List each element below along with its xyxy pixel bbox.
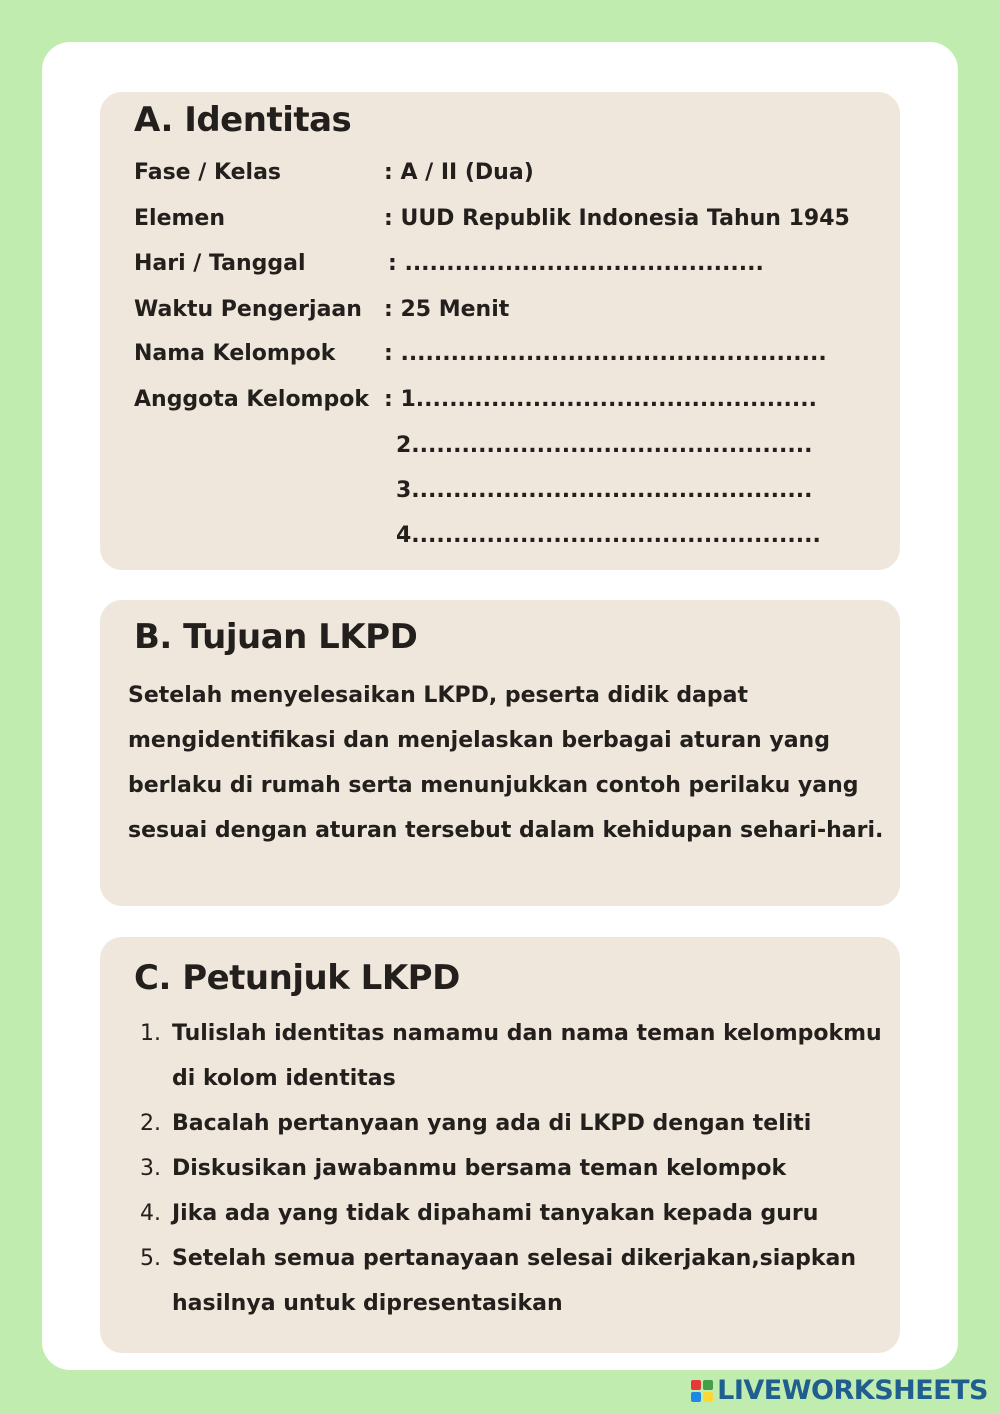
instruction-item xyxy=(140,1101,890,1146)
liveworksheets-brand xyxy=(691,1375,988,1406)
instruction-number: 3. xyxy=(140,1156,161,1181)
date-fill-line[interactable]: : ........................................... xyxy=(388,251,764,276)
instruction-text: Tulislah identitas namamu dan nama teman kelompokmu di kolom identitas xyxy=(172,1021,882,1091)
field-label: Elemen xyxy=(134,206,225,231)
field-value: : A / II (Dua) xyxy=(384,160,534,185)
objective-heading: B. Tujuan LKPD xyxy=(134,617,418,657)
instruction-text: Diskusikan jawabanmu bersama teman kelompok xyxy=(172,1156,787,1181)
identity-heading: A. Identitas xyxy=(134,100,352,140)
field-label: Hari / Tanggal xyxy=(134,251,306,276)
instruction-number: 4. xyxy=(140,1201,161,1226)
field-label: Waktu Pengerjaan xyxy=(134,297,362,322)
instructions-heading: C. Petunjuk LKPD xyxy=(134,958,460,998)
member-3-fill-line[interactable]: 3................................................ xyxy=(396,478,813,503)
instruction-number: 5. xyxy=(140,1246,161,1271)
instruction-item xyxy=(140,1236,890,1326)
liveworksheets-logo-icon xyxy=(691,1380,713,1402)
field-label: Nama Kelompok xyxy=(134,341,336,366)
field-value: : UUD Republik Indonesia Tahun 1945 xyxy=(384,206,850,231)
instruction-text: Bacalah pertanyaan yang ada di LKPD dengan teliti xyxy=(172,1111,812,1136)
objective-text: Setelah menyelesaikan LKPD, peserta didik dapat mengidentifikasi dan menjelaskan berbagai aturan yang berlaku di rumah serta menunjukkan contoh perilaku yang sesuai dengan aturan tersebut dalam kehidupan sehari-hari. xyxy=(128,683,884,843)
instruction-item xyxy=(140,1011,890,1101)
member-4-fill-line[interactable]: 4................................................. xyxy=(396,523,821,548)
instructions-list xyxy=(140,1011,890,1326)
brand-text: LIVEWORKSHEETS xyxy=(717,1375,988,1406)
field-label: Fase / Kelas xyxy=(134,160,282,185)
instruction-text: Setelah semua pertanayaan selesai dikerjakan,siapkan hasilnya untuk dipresentasikan xyxy=(172,1246,857,1316)
field-label: Anggota Kelompok xyxy=(134,387,369,412)
instruction-text: Jika ada yang tidak dipahami tanyakan kepada guru xyxy=(172,1201,819,1226)
group-name-fill-line[interactable]: : ................................................... xyxy=(384,341,827,366)
instructions-section xyxy=(100,937,900,1353)
field-value: : 25 Menit xyxy=(384,297,510,322)
member-1-fill-line[interactable]: : 1................................................ xyxy=(384,387,817,412)
instruction-number: 1. xyxy=(140,1021,161,1046)
instruction-item xyxy=(140,1146,890,1191)
identity-section xyxy=(100,92,900,570)
instruction-item xyxy=(140,1191,890,1236)
objective-section xyxy=(100,600,900,906)
instruction-number: 2. xyxy=(140,1111,161,1136)
member-2-fill-line[interactable]: 2................................................ xyxy=(396,433,813,458)
